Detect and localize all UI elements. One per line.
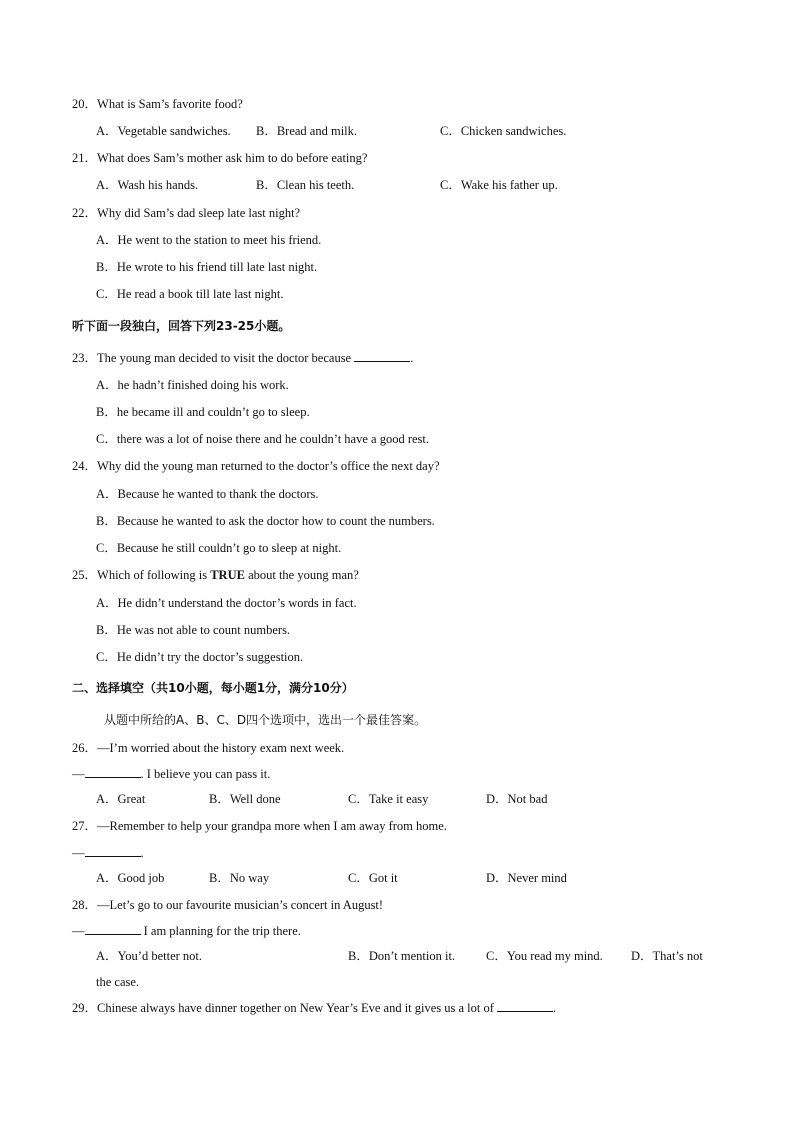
section-two-heading: 二、选择填空（共10小题，每小题1分，满分10分） [72,681,354,695]
question-24 [72,458,440,474]
option-c[interactable]: C．He read a book till late last night. [96,287,284,301]
question-number: 23． [72,351,98,365]
option-c[interactable]: C．Wake his father up. [440,178,558,192]
option-a[interactable]: A．Great [96,792,146,806]
option-b[interactable]: B．Bread and milk. [256,124,358,138]
option-b[interactable]: B．No way [209,871,270,885]
reply-line [72,766,270,782]
option-c[interactable]: C．Because he still couldn’t go to sleep at night. [96,541,342,555]
question-29 [72,1000,556,1016]
question-20 [72,96,243,112]
question-28 [72,897,383,913]
question-number: 22． [72,206,98,220]
answer-blank [497,1000,553,1012]
question-26 [72,740,344,756]
question-25 [72,567,359,583]
question-22 [72,205,300,221]
option-a[interactable]: A．He didn’t understand the doctor’s words in fact. [96,596,357,610]
option-a[interactable]: A．Because he wanted to thank the doctors. [96,487,319,501]
question-text: Why did the young man returned to the doctor’s office the next day? [97,459,440,473]
option-a[interactable]: A．Good job [96,871,165,885]
monologue-heading: 听下面一段独白，回答下列23-25小题。 [72,319,291,333]
option-c[interactable]: C．You read my mind. [486,949,603,963]
reply-text: I am planning for the trip there. [140,924,301,938]
question-text: What is Sam’s favorite food? [97,97,243,111]
option-c[interactable]: C．Take it easy [348,792,429,806]
option-d[interactable]: D．Not bad [486,792,548,806]
option-b[interactable]: B．He wrote to his friend till late last night. [96,260,318,274]
section-two-instruction: 从题中所给的A、B、C、D四个选项中，选出一个最佳答案。 [104,713,427,727]
question-number: 29． [72,1001,98,1015]
option-b[interactable]: B．Don’t mention it. [348,949,456,963]
option-c[interactable]: C．He didn’t try the doctor’s suggestion. [96,650,304,664]
question-number: 25． [72,568,98,582]
question-27 [72,818,447,834]
reply-dash: — [72,924,85,938]
question-23 [72,350,413,366]
question-text: The young man decided to visit the doctor because [97,351,352,365]
option-a[interactable]: A．Wash his hands. [96,178,199,192]
option-d-continued: the case. [96,975,140,989]
question-21 [72,150,367,166]
question-text: Chinese always have dinner together on New Year’s Eve and it gives us a lot of [97,1001,494,1015]
question-text: —I’m worried about the history exam next week. [97,741,345,755]
option-b[interactable]: B．Clean his teeth. [256,178,355,192]
question-number: 28． [72,898,98,912]
option-c[interactable]: C．there was a lot of noise there and he couldn’t have a good rest. [96,432,430,446]
question-text: What does Sam’s mother ask him to do before eating? [97,151,368,165]
question-text: —Remember to help your grandpa more when I am away from home. [97,819,447,833]
question-number: 21． [72,151,98,165]
answer-blank [85,923,141,935]
reply-text: . [140,846,144,860]
question-text: —Let’s go to our favourite musician’s concert in August! [97,898,384,912]
question-number: 27． [72,819,98,833]
option-c[interactable]: C．Chicken sandwiches. [440,124,567,138]
option-b[interactable]: B．Well done [209,792,281,806]
question-end: . [553,1001,557,1015]
question-end: . [410,351,414,365]
option-a[interactable]: A．Vegetable sandwiches. [96,124,231,138]
reply-dash: — [72,846,85,860]
reply-line [72,923,301,939]
question-text: Which of following is [97,568,211,582]
question-number: 24． [72,459,98,473]
option-d[interactable]: D．That’s not [631,949,703,963]
answer-blank [85,845,141,857]
option-d[interactable]: D．Never mind [486,871,567,885]
option-b[interactable]: B．He was not able to count numbers. [96,623,291,637]
reply-dash: — [72,767,85,781]
question-number: 26． [72,741,98,755]
option-a[interactable]: A．He went to the station to meet his friend. [96,233,322,247]
option-a[interactable]: A．he hadn’t finished doing his work. [96,378,289,392]
question-number: 20． [72,97,98,111]
question-text: Why did Sam’s dad sleep late last night? [97,206,301,220]
answer-blank [85,766,141,778]
option-b[interactable]: B．he became ill and couldn’t go to sleep. [96,405,310,419]
question-emphasis: TRUE [210,568,245,582]
question-text-end: about the young man? [244,568,359,582]
reply-line [72,845,144,861]
answer-blank [354,350,410,362]
option-b[interactable]: B．Because he wanted to ask the doctor how to count the numbers. [96,514,435,528]
option-c[interactable]: C．Got it [348,871,398,885]
reply-text: . I believe you can pass it. [140,767,271,781]
option-a[interactable]: A．You’d better not. [96,949,203,963]
